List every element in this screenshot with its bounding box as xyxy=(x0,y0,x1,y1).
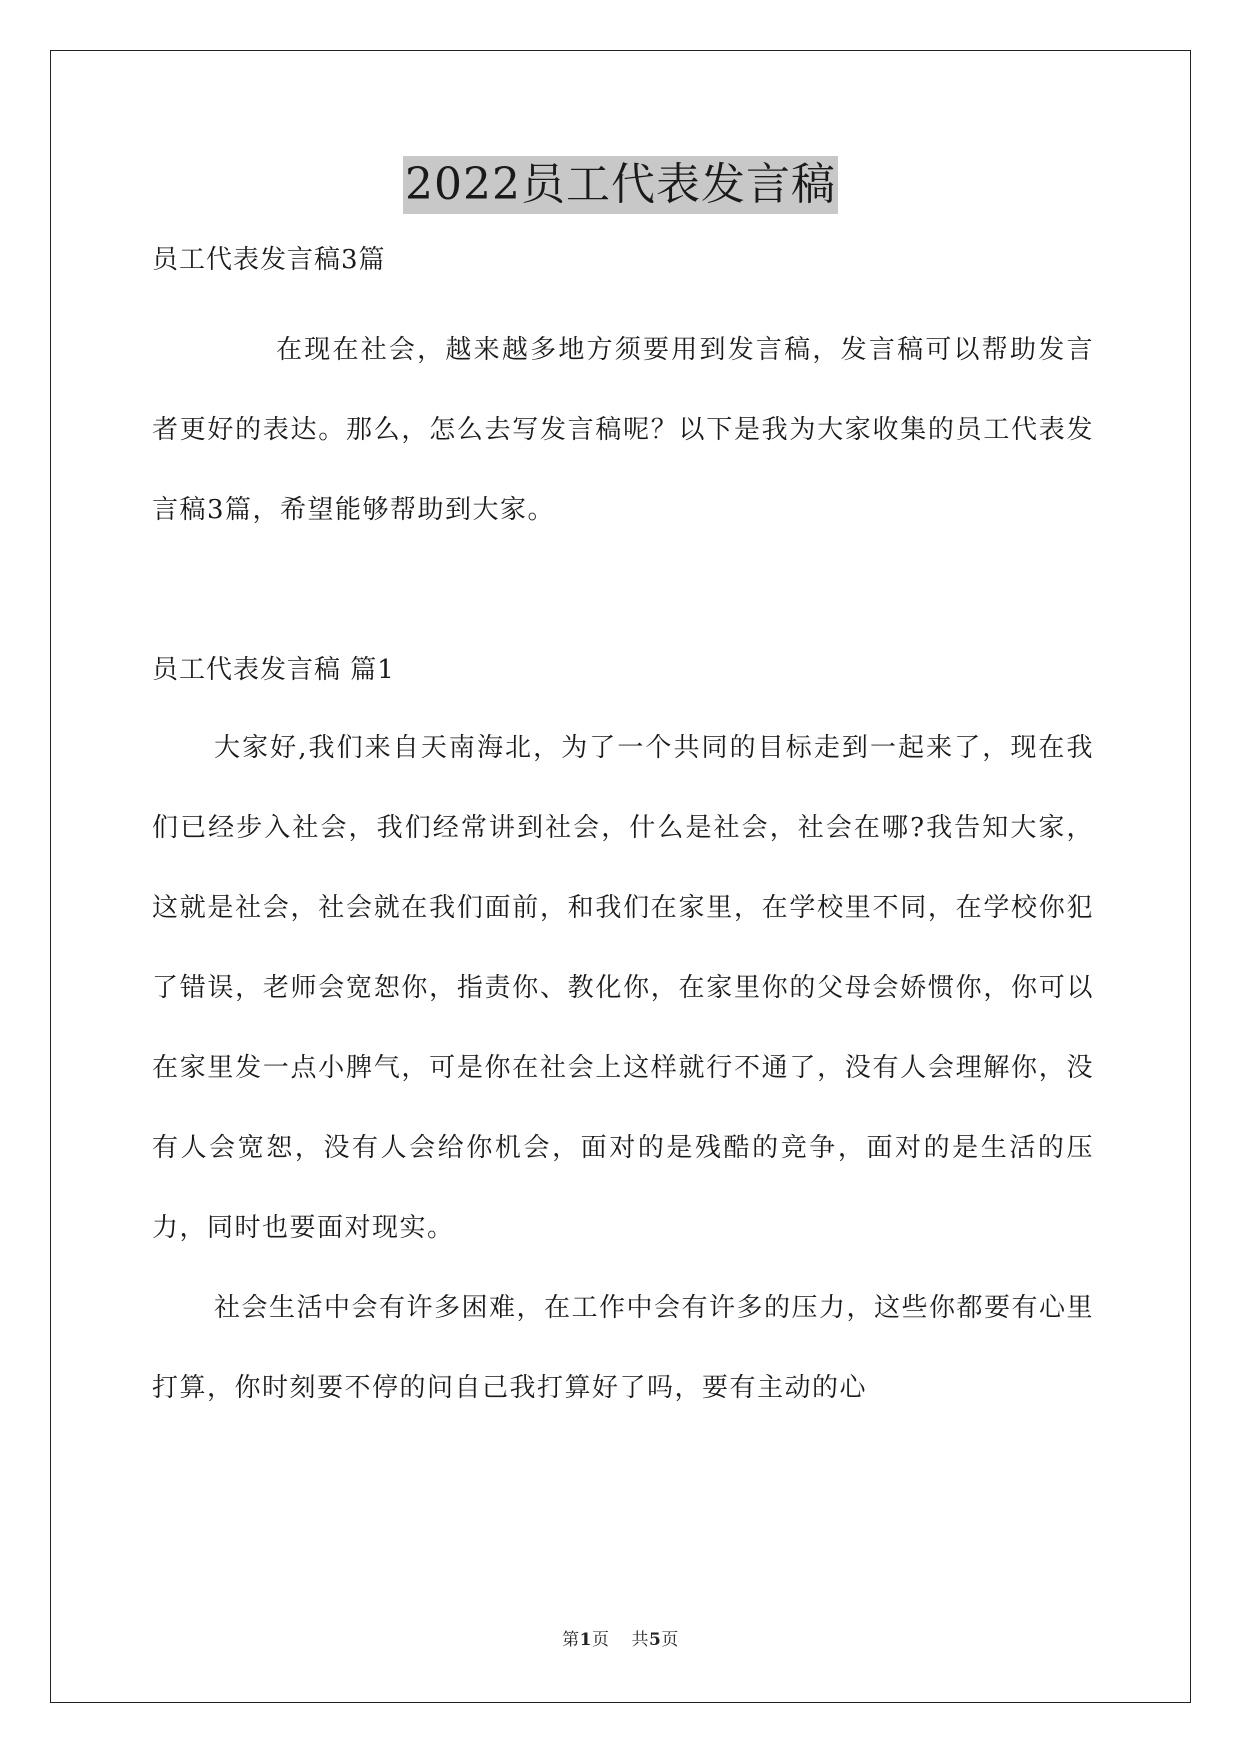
body-paragraph-1: 大家好,我们来自天南海北，为了一个共同的目标走到一起来了，现在我们已经步入社会，我们经常讲到社会，什么是社会，社会在哪?我告知大家，这就是社会，社会就在我们面前，和我们在家里，在学校里不同，在学校你犯了错误，老师会宽恕你，指责你、教化你，在家里你的父母会娇惯你，你可以在家里发一点小脾气，可是你在社会上这样就行不通了，没有人会理解你，没有人会宽恕，没有人会给你机会，面对的是残酷的竞争，面对的是生活的压力，同时也要面对现实。 xyxy=(152,733,1094,1243)
page-suffix: 页 xyxy=(592,1630,610,1650)
intro-paragraph: 在现在社会，越来越多地方须要用到发言稿，发言稿可以帮助发言者更好的表达。那么，怎么去写发言稿呢？以下是我为大家收集的员工代表发言稿3篇，希望能够帮助到大家。 xyxy=(152,335,1094,525)
body-paragraph-2: 社会生活中会有许多困难，在工作中会有许多的压力，这些你都要有心里打算，你时刻要不停的问自己我打算好了吗，要有主动的心 xyxy=(152,1293,1095,1403)
section-heading: 员工代表发言稿 篇1 xyxy=(152,655,395,685)
total-prefix: 共 xyxy=(631,1630,649,1650)
page-current: 1 xyxy=(579,1630,592,1650)
document-subtitle: 员工代表发言稿3篇 xyxy=(152,245,386,275)
page-footer xyxy=(0,1625,1241,1650)
document-body xyxy=(152,240,1094,1428)
page-total: 5 xyxy=(649,1630,662,1650)
document-title: 2022员工代表发言稿 xyxy=(403,156,838,214)
total-suffix: 页 xyxy=(661,1630,679,1650)
page-prefix: 第 xyxy=(562,1630,580,1650)
title-container xyxy=(0,156,1241,214)
